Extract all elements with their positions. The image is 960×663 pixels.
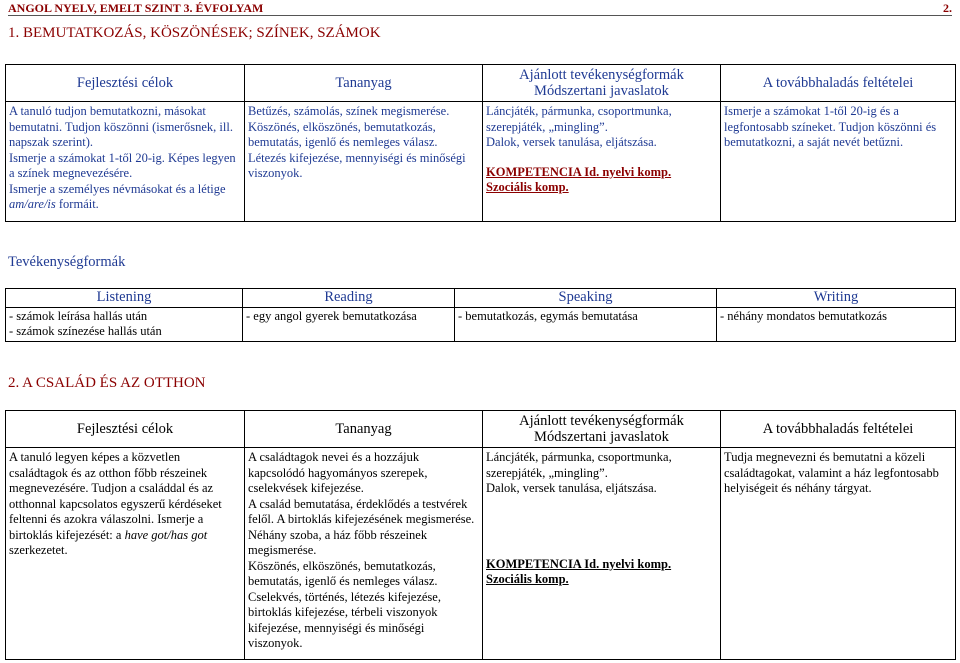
activity-text: Dalok, versek tanulása, eljátszása. [486, 135, 657, 149]
content-cell [245, 102, 483, 222]
goal-text: Ismerje a személyes névmásokat és a létige am/are/is formáit. [9, 181, 226, 211]
content-text: A család bemutatása, érdeklődés a testvérek felől. A birtoklás kifejezésének megismerése. Néhány szoba, a ház főbb részeinek megismerése. [248, 496, 475, 557]
activity-forms-table [5, 288, 956, 342]
col-header-conditions: A továbbhaladás feltételei [721, 411, 956, 448]
competence-label: KOMPETENCIA Id. nyelvi komp. [486, 556, 672, 571]
col-header-listening: Listening [6, 289, 243, 308]
header-subject: ANGOL NYELV, EMELT SZINT 3. ÉVFOLYAM [8, 1, 264, 15]
page-header [8, 0, 952, 16]
col-header-reading: Reading [243, 289, 455, 308]
col-header-goals: Fejlesztési célok [6, 411, 245, 448]
reading-cell [243, 307, 455, 341]
col-header-speaking: Speaking [455, 289, 717, 308]
speaking-item: - bemutatkozás, egymás bemutatása [458, 308, 638, 323]
col-header-content: Tananyag [245, 411, 483, 448]
col-header-activities: Ajánlott tevékenységformák Módszertani javaslatok [483, 65, 721, 102]
activities-cell [483, 102, 721, 222]
writing-item: - néhány mondatos bemutatkozás [720, 308, 887, 323]
col-header-conditions: A továbbhaladás feltételei [721, 65, 956, 102]
listening-item: - számok színezése hallás után [9, 324, 162, 338]
content-cell [245, 448, 483, 660]
content-text: Köszönés, elköszönés, bemutatkozás, bemutatás, igenlő és nemleges válasz. [248, 119, 438, 149]
speaking-cell [455, 307, 717, 341]
activity-text: Láncjáték, pármunka, csoportmunka, szerepjáték, „mingling”. [486, 104, 672, 134]
section-2-title: 2. A CSALÁD ÉS AZ OTTHON [8, 375, 206, 391]
conditions-cell [721, 102, 956, 222]
goals-cell [6, 102, 245, 222]
col-header-content: Tananyag [245, 65, 483, 102]
section-1-title: 1. BEMUTATKOZÁS, KÖSZÖNÉSEK; SZÍNEK, SZÁMOK [8, 25, 381, 41]
col-header-activities: Ajánlott tevékenységformák Módszertani javaslatok [483, 411, 721, 448]
competence-label: Szociális komp. [486, 180, 569, 194]
condition-text: Ismerje a számokat 1-től 20-ig és a legfontosabb színeket. Tudjon köszönni és bemutatkozni, a saját nevét betűzni. [724, 104, 937, 149]
content-text: Létezés kifejezése, mennyiségi és minőségi viszonyok. [248, 150, 466, 180]
listening-cell [6, 307, 243, 341]
goal-text: A tanuló tudjon bemutatkozni, másokat bemutatni. Tudjon köszönni (ismerősnek, ill. napszak szerint). [9, 104, 233, 149]
content-text: A családtagok nevei és a hozzájuk kapcsolódó hagyományos szerepek, cselekvések kifejezése. [248, 450, 428, 495]
content-text: Betűzés, számolás, színek megismerése. [248, 104, 450, 118]
condition-text: Tudja megnevezni és bemutatni a közeli családtagokat, valamint a ház legfontosabb helyiségeit és néhány tárgyat. [724, 450, 939, 495]
activity-forms-title: Tevékenységformák [8, 254, 126, 270]
col-header-writing: Writing [717, 289, 956, 308]
competence-label: Szociális komp. [486, 572, 569, 586]
writing-cell [717, 307, 956, 341]
content-text: Cselekvés, történés, létezés kifejezése, birtoklás kifejezése, térbeli viszonyok kifejezése, mennyiségi és minőségi viszonyok. [248, 589, 441, 650]
activity-text: Dalok, versek tanulása, eljátszása. [486, 481, 657, 495]
listening-item: - számok leírása hallás után [9, 308, 148, 323]
activity-text: Láncjáték, pármunka, csoportmunka, szerepjáték, „mingling”. [486, 450, 672, 480]
section-1-table [5, 64, 956, 222]
activities-cell [483, 448, 721, 660]
goal-text: Ismerje a számokat 1-től 20-ig. Képes legyen a színek megnevezésére. [9, 150, 236, 180]
page-number: 2. [943, 1, 952, 15]
col-header-goals: Fejlesztési célok [6, 65, 245, 102]
goal-text: A tanuló legyen képes a közvetlen családtagok és az otthon főbb részeinek megnevezésére. Tudjon a családdal és az otthonnal kapcsolatos egyszerű kérdéseket feltenni és azokra válaszolni. Ismerje a birtoklás kifejezését: a have got/has got szerkezetet. [9, 450, 222, 557]
goals-cell [6, 448, 245, 660]
content-text: Köszönés, elköszönés, bemutatkozás, bemutatás, igenlő és nemleges válasz. [248, 558, 438, 588]
conditions-cell [721, 448, 956, 660]
section-2-table [5, 410, 956, 660]
competence-label: KOMPETENCIA Id. nyelvi komp. [486, 164, 672, 179]
header-divider [8, 15, 952, 16]
reading-item: - egy angol gyerek bemutatkozása [246, 308, 417, 323]
